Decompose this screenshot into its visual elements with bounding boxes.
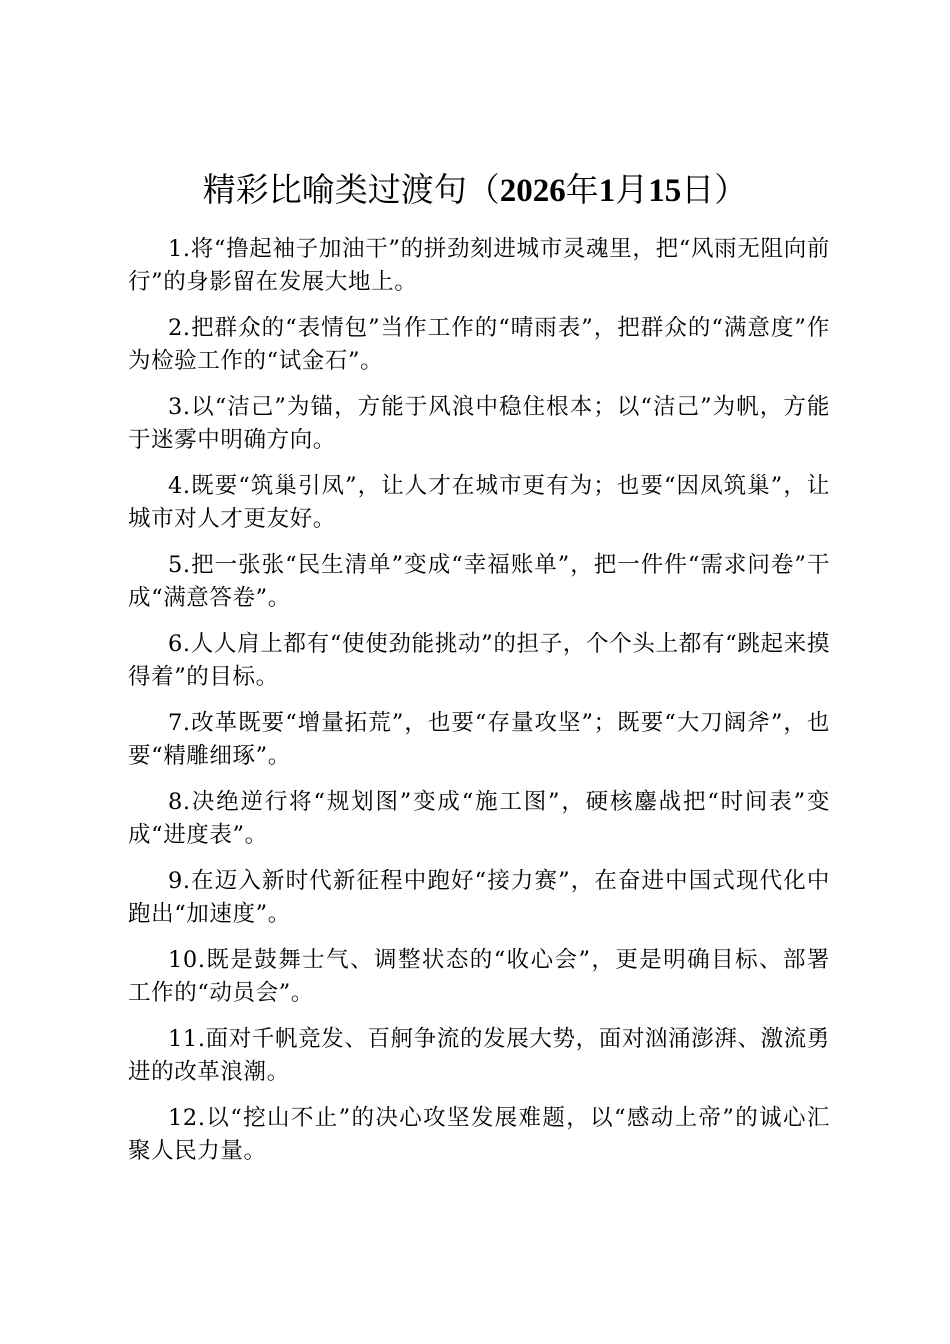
sentence-item-4: 4.既要“筑巢引凤”，让人才在城市更有为；也要“因凤筑巢”，让城市对人才更友好。 bbox=[128, 473, 830, 532]
sentence-item-1: 1.将“撸起袖子加油干”的拼劲刻进城市灵魂里，把“风雨无阻向前行”的身影留在发展大地上。 bbox=[128, 236, 830, 295]
sentence-item-2: 2.把群众的“表情包”当作工作的“晴雨表”，把群众的“满意度”作为检验工作的“试金石”。 bbox=[128, 315, 830, 374]
sentence-item-6: 6.人人肩上都有“使使劲能挑动”的担子，个个头上都有“跳起来摸得着”的目标。 bbox=[128, 631, 830, 690]
title-prefix: 精彩比喻类过渡句（ bbox=[202, 170, 500, 209]
sentence-item-9: 9.在迈入新时代新征程中跑好“接力赛”，在奋进中国式现代化中跑出“加速度”。 bbox=[128, 868, 830, 927]
page-title bbox=[0, 166, 950, 215]
sentence-item-3: 3.以“洁己”为锚，方能于风浪中稳住根本；以“洁己”为帆，方能于迷雾中明确方向。 bbox=[128, 394, 830, 453]
sentence-item-10: 10.既是鼓舞士气、调整状态的“收心会”，更是明确目标、部署工作的“动员会”。 bbox=[128, 947, 830, 1006]
title-month-suffix: 月 bbox=[615, 170, 649, 209]
title-year: 2026 bbox=[499, 173, 566, 209]
sentence-item-12: 12.以“挖山不止”的决心攻坚发展难题，以“感动上帝”的诚心汇聚人民力量。 bbox=[128, 1105, 830, 1164]
sentence-item-5: 5.把一张张“民生清单”变成“幸福账单”，把一件件“需求问卷”干成“满意答卷”。 bbox=[128, 552, 830, 611]
title-month: 1 bbox=[598, 173, 616, 209]
title-day: 15 bbox=[648, 173, 682, 209]
sentence-item-7: 7.改革既要“增量拓荒”，也要“存量攻坚”；既要“大刀阔斧”，也要“精雕细琢”。 bbox=[128, 710, 830, 769]
sentence-list bbox=[128, 233, 830, 1181]
title-day-suffix: 日） bbox=[681, 170, 748, 209]
title-year-suffix: 年 bbox=[565, 170, 599, 209]
sentence-item-8: 8.决绝逆行将“规划图”变成“施工图”，硬核鏖战把“时间表”变成“进度表”。 bbox=[128, 789, 830, 848]
sentence-item-11: 11.面对千帆竞发、百舸争流的发展大势，面对汹涌澎湃、激流勇进的改革浪潮。 bbox=[128, 1026, 830, 1085]
